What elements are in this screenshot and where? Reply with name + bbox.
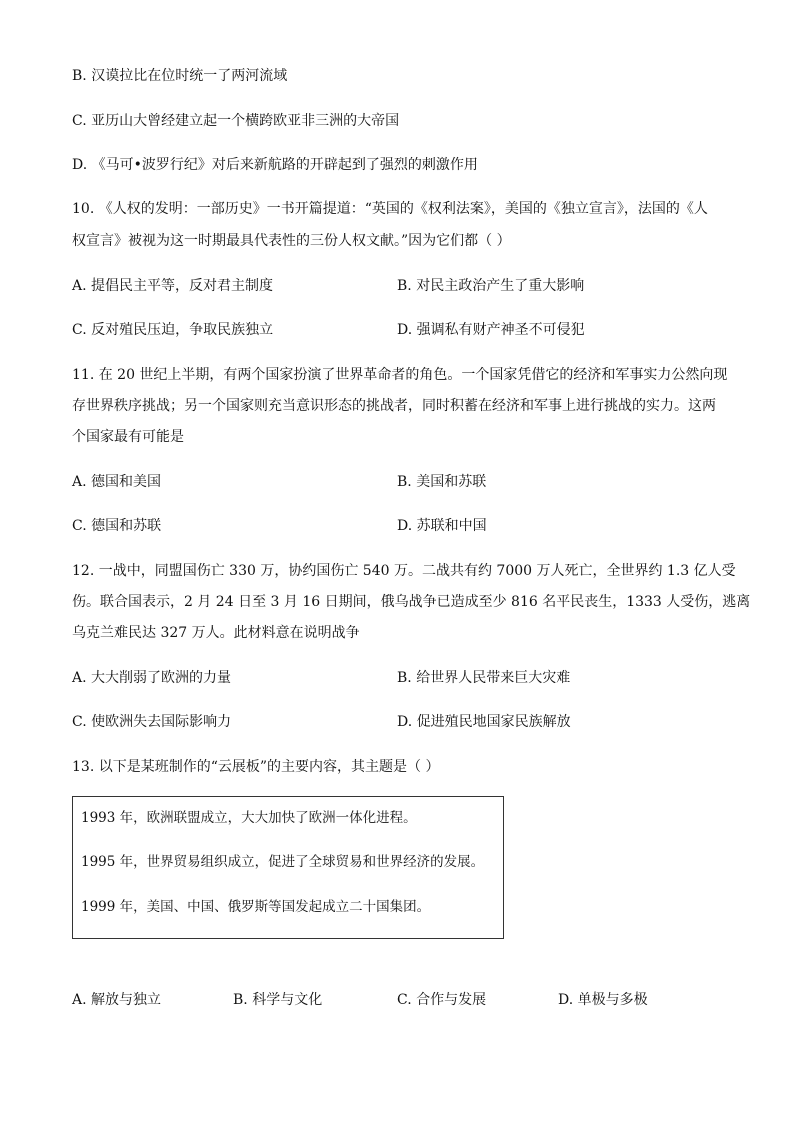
q12-option-a: A. 大大削弱了欧洲的力量 <box>72 670 232 686</box>
q11-option-c: C. 德国和苏联 <box>72 518 162 534</box>
q12-option-d: D. 促进殖民地国家民族解放 <box>397 714 571 730</box>
q10-option-d: D. 强调私有财产神圣不可侵犯 <box>397 322 585 338</box>
q12-stem-line-2: 伤。联合国表示，2 月 24 日至 3 月 16 日期间，俄乌战争已造成至少 816 名平民丧生，1333 人受伤，逃离 <box>72 594 751 610</box>
q11-stem-line-3: 个国家最有可能是 <box>72 429 184 445</box>
q13-option-c: C. 合作与发展 <box>397 992 487 1008</box>
q9-option-d: D. 《马可•波罗行纪》对后来新航路的开辟起到了强烈的刺激作用 <box>72 157 478 173</box>
q11-stem-line-2: 存世界秩序挑战；另一个国家则充当意识形态的挑战者，同时积蓄在经济和军事上进行挑战的实力。这两 <box>72 398 716 414</box>
cloud-display-board <box>72 796 504 939</box>
q13-option-a: A. 解放与独立 <box>72 992 162 1008</box>
q13-option-d: D. 单极与多极 <box>558 992 648 1008</box>
q9-option-c: C. 亚历山大曾经建立起一个横跨欧亚非三洲的大帝国 <box>72 113 400 129</box>
q13-stem: 13. 以下是某班制作的“云展板”的主要内容，其主题是（ ） <box>72 759 440 775</box>
q13-option-b: B. 科学与文化 <box>233 992 323 1008</box>
q11-option-a: A. 德国和美国 <box>72 474 162 490</box>
q11-stem-line-1: 11. 在 20 世纪上半期，有两个国家扮演了世界革命者的角色。一个国家凭借它的经济和军事实力公然向现 <box>72 367 728 383</box>
board-entry: 1993 年，欧洲联盟成立，大大加快了欧洲一体化进程。 <box>81 810 417 826</box>
q10-option-a: A. 提倡民主平等，反对君主制度 <box>72 278 274 294</box>
q12-stem-line-3: 乌克兰难民达 327 万人。此材料意在说明战争 <box>72 625 360 641</box>
q12-option-b: B. 给世界人民带来巨大灾难 <box>397 670 571 686</box>
q12-stem-line-1: 12. 一战中，同盟国伤亡 330 万，协约国伤亡 540 万。二战共有约 7000 万人死亡，全世界约 1.3 亿人受 <box>72 563 736 579</box>
board-entry: 1995 年，世界贸易组织成立，促进了全球贸易和世界经济的发展。 <box>81 854 485 870</box>
q10-option-b: B. 对民主政治产生了重大影响 <box>397 278 585 294</box>
q9-option-b: B. 汉谟拉比在位时统一了两河流域 <box>72 68 288 84</box>
q11-option-b: B. 美国和苏联 <box>397 474 487 490</box>
q11-option-d: D. 苏联和中国 <box>397 518 487 534</box>
board-entry: 1999 年，美国、中国、俄罗斯等国发起成立二十国集团。 <box>81 899 431 915</box>
q10-stem-line-1: 10. 《人权的发明：一部历史》一书开篇提道：“英国的《权利法案》，美国的《独立宣言》，法国的《人 <box>72 201 708 217</box>
q10-option-c: C. 反对殖民压迫，争取民族独立 <box>72 322 274 338</box>
q10-stem-line-2: 权宣言》被视为这一时期最具代表性的三份人权文献。”因为它们都（ ） <box>72 233 511 249</box>
q12-option-c: C. 使欧洲失去国际影响力 <box>72 714 232 730</box>
